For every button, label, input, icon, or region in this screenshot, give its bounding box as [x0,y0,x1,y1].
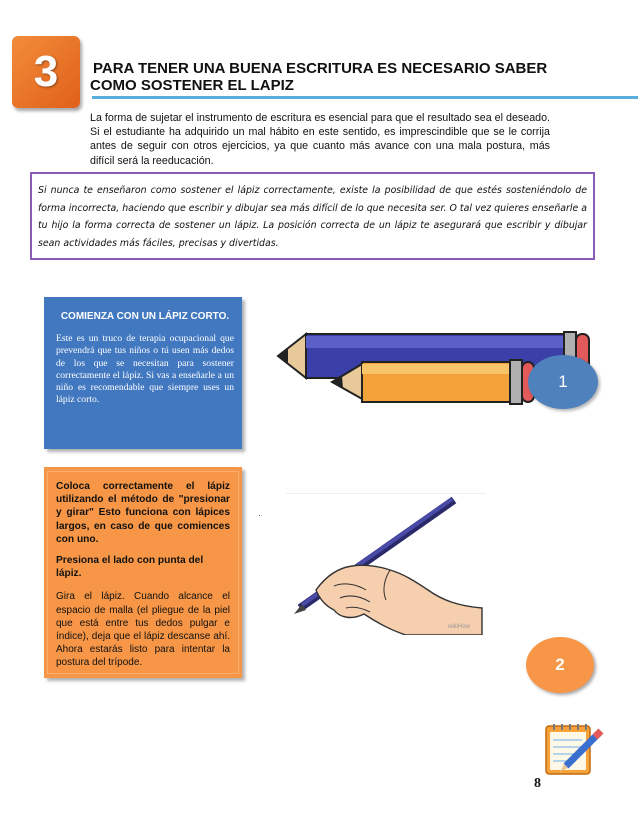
tip-box-title: COMIENZA CON UN LÁPIZ CORTO. [60,311,230,322]
stray-mark: · [258,510,261,520]
tip-box-inner [47,471,239,674]
image-credit: wikiHow [448,624,471,630]
tip-box-text: Este es un truco de terapia ocupacional que prevendrá que tus niños o tú usen más dedos de los que se necesitan para sostener correctamente el lápiz. Si vas a enseñarle a un niño es recomendable que siempre uses un lápiz corto. [56,333,234,406]
step-badge-1-label: 1 [558,372,568,391]
tip-box-short-pencil [44,297,242,449]
tip-box-body: Gira el lápiz. Cuando alcance el espacio de malla (el pliegue de la piel que está entre tus dedos pulgar e índice), deja que el lápiz descanse ahí. Ahora estarás listo para intentar la postura del trípode. [56,591,230,669]
intro-paragraph: La forma de sujetar el instrumento de escritura es esencial para que el resultado sea el deseado. Si el estudiante ha adquirido un mal hábito en este sentido, es imprescindible que se le corrija antes de seguir con otros ejercicios, ya que cuanto más avance con una mala postura, más difícil será la reeducación. [90,112,550,167]
title-line-1: PARA TENER UNA BUENA ESCRITURA ES NECESARIO SABER [93,60,548,77]
page-title [90,60,560,94]
step-badge-1 [528,355,598,409]
tip-box-press-and-turn [44,467,242,678]
quote-box [30,172,595,260]
hand-holding-pencil-illustration [286,493,486,635]
step-badge-2-label: 2 [555,655,565,674]
step-badge-2 [526,637,594,693]
title-divider [92,96,638,99]
page-number: 8 [534,776,541,791]
section-number-badge [12,36,80,108]
notepad-pencil-icon [540,716,606,782]
quote-text: Si nunca te enseñaron como sostener el lápiz correctamente, existe la posibilidad de que estés sosteniéndolo de forma incorrecta, haciendo que escribir y dibujar sea más difícil de lo que necesita ser. O tal vez quieres enseñarle a tu hijo la forma correcta de sostener un lápiz. La posición correcta de un lápiz te asegurará que escribir y dibujar sean actividades más fáciles, precisas y divertidas. [38,185,587,249]
orange-pencil-icon [332,360,534,404]
tip-box-subheading: Presiona el lado con punta del lápiz. [56,555,204,580]
tip-box-bold-text: Coloca correctamente el lápiz utilizando el método de "presionar y girar" Esto funciona con lápices largos, en caso de que comiences con uno. [56,481,230,545]
title-line-2: COMO SOSTENER EL LAPIZ [90,77,294,94]
section-number: 3 [33,47,59,96]
